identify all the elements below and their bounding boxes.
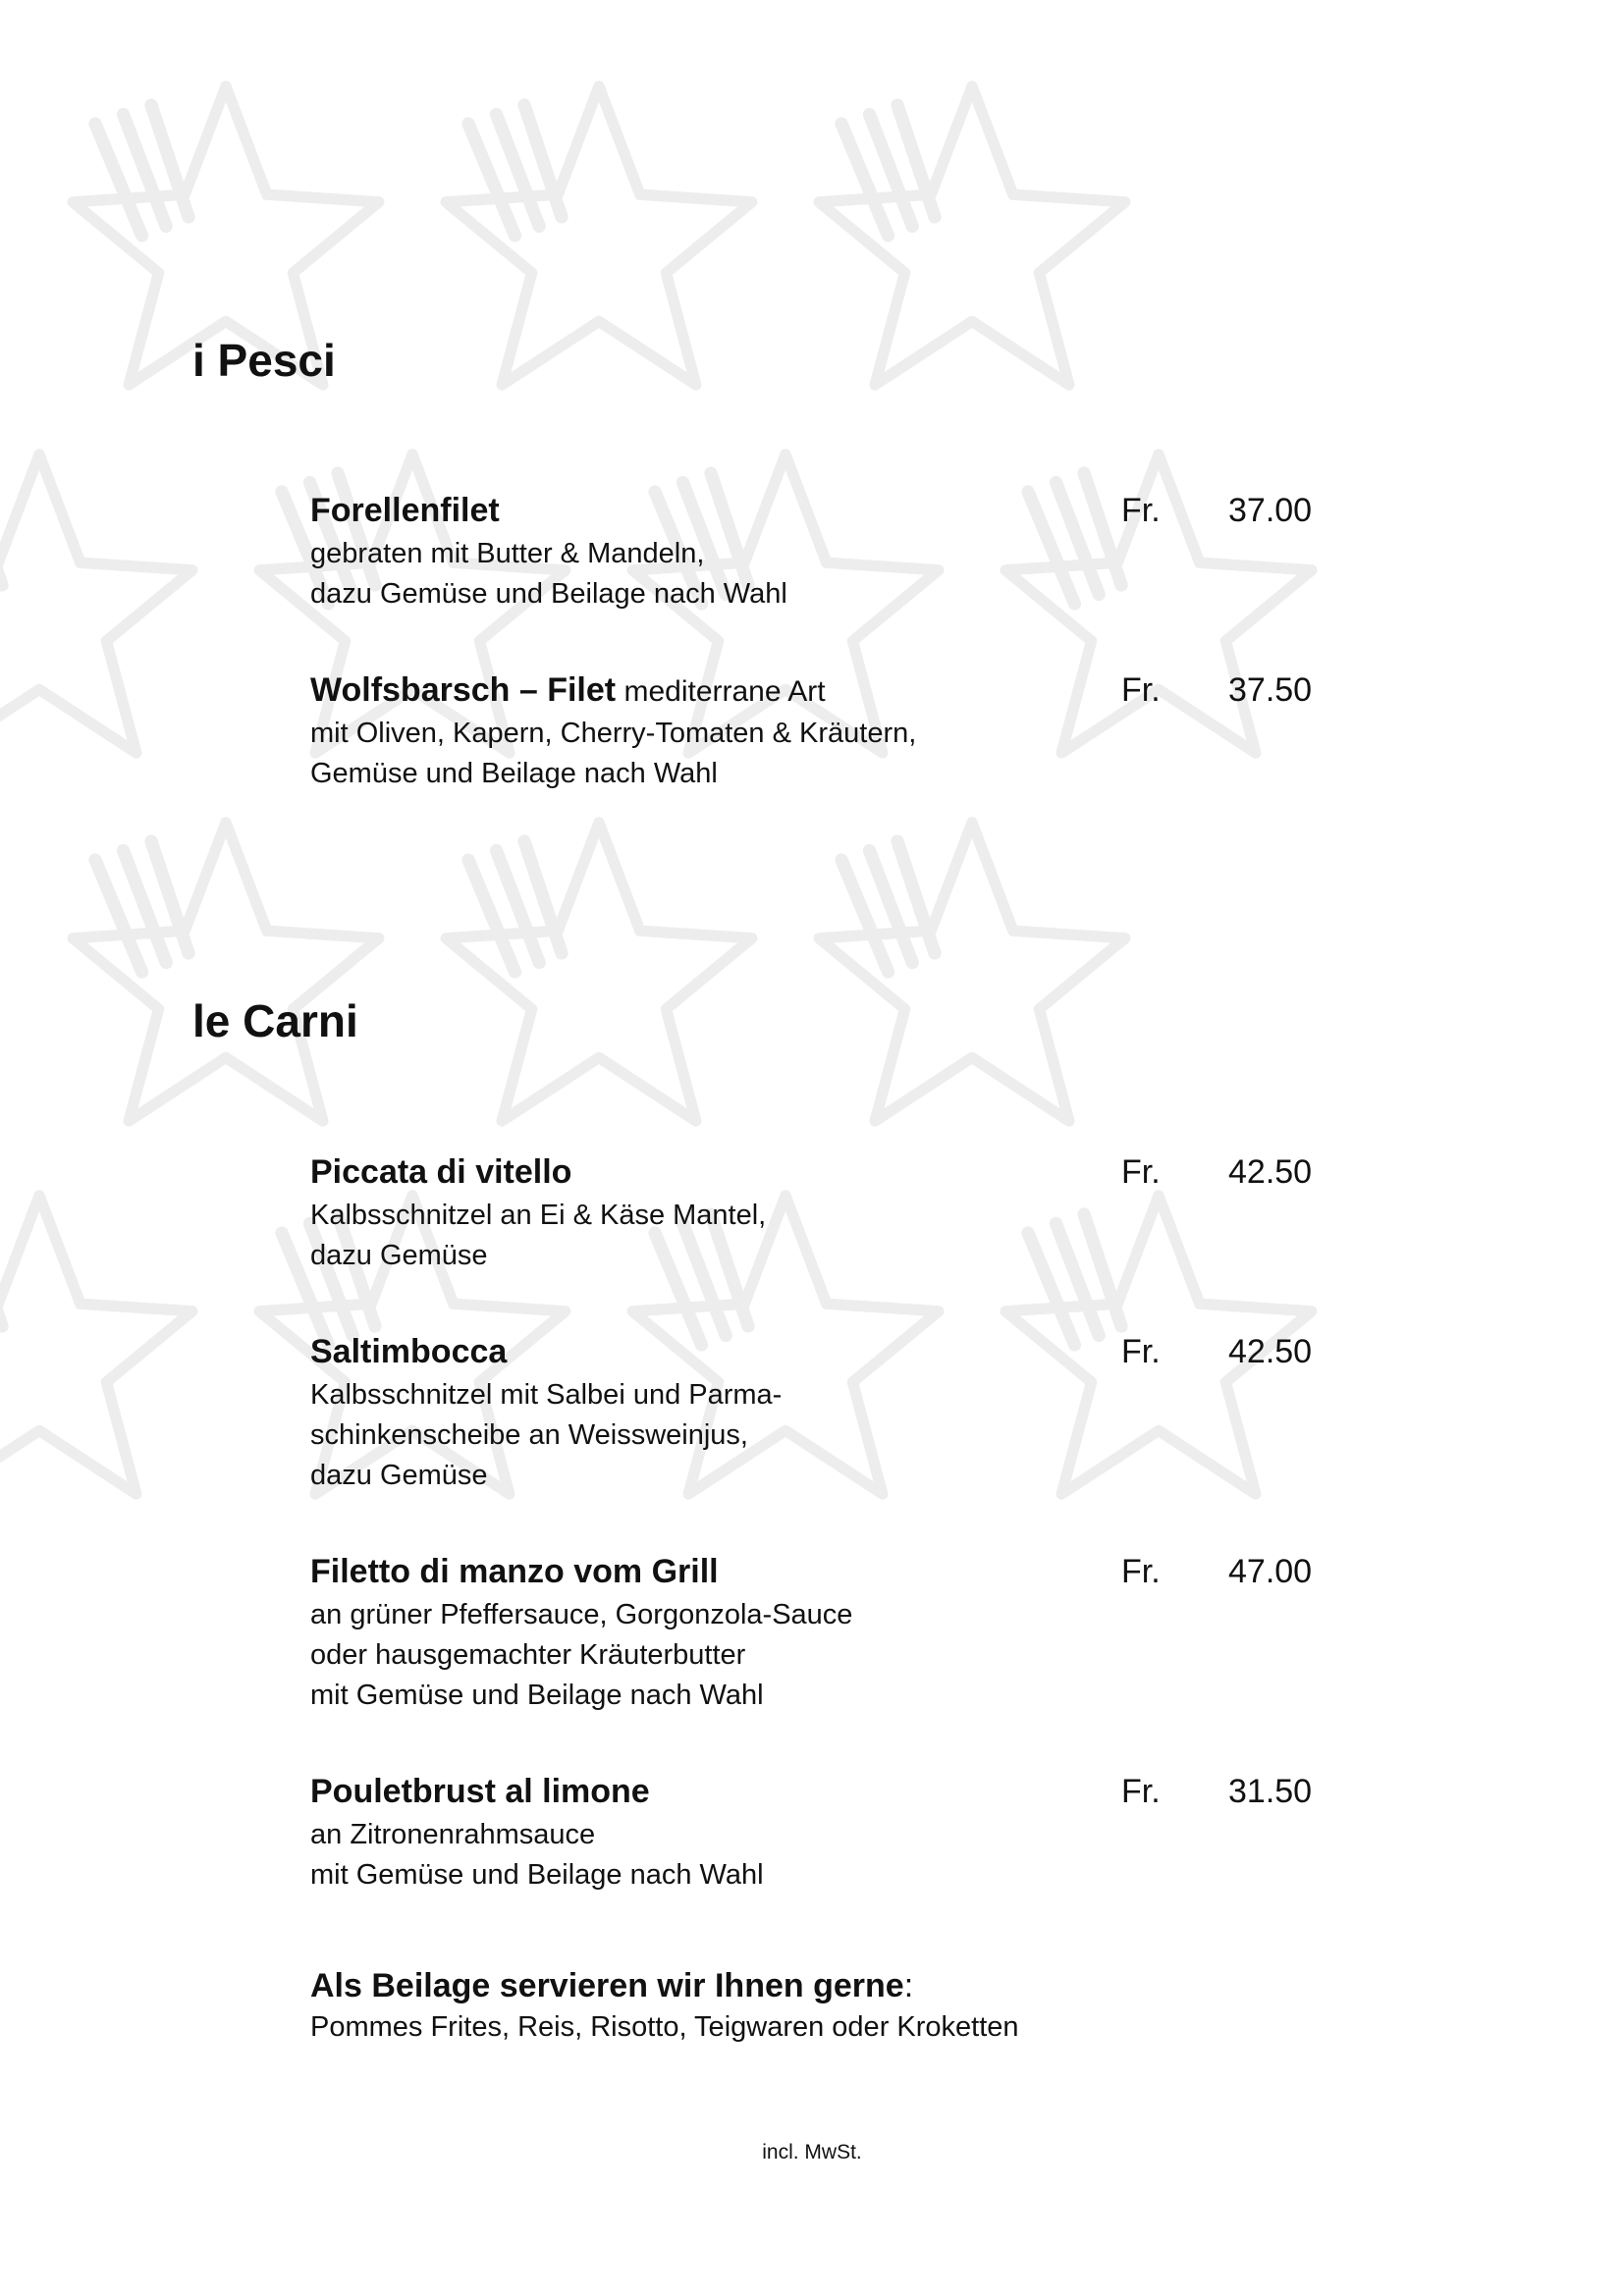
item-desc-line: Kalbsschnitzel an Ei & Käse Mantel,: [310, 1200, 767, 1231]
side-note-text: Pommes Frites, Reis, Risotto, Teigwaren oder Kroketten: [310, 2011, 1019, 2043]
item-price: 42.50: [1228, 1153, 1313, 1191]
fork-star-icon: [785, 785, 1159, 1158]
item-desc-line: Kalbsschnitzel mit Salbei und Parma-: [310, 1379, 783, 1411]
item-currency: Fr.: [1121, 1153, 1161, 1191]
item-currency: Fr.: [1121, 1333, 1161, 1370]
item-desc-line: mit Gemüse und Beilage nach Wahl: [310, 1859, 764, 1891]
fork-star-icon: [0, 1158, 226, 1531]
fork-star-icon: [412, 785, 785, 1158]
item-name: Piccata di vitello: [310, 1153, 572, 1191]
item-price: 31.50: [1228, 1773, 1313, 1810]
item-currency: Fr.: [1121, 1773, 1161, 1810]
section-title-carni: le Carni: [192, 995, 358, 1046]
item-desc-line: Gemüse und Beilage nach Wahl: [310, 758, 718, 789]
side-dish-note: [310, 1964, 1331, 2048]
item-desc-line: mit Gemüse und Beilage nach Wahl: [310, 1680, 764, 1711]
section-title-pesci: i Pesci: [192, 335, 336, 386]
item-desc-line: mit Oliven, Kapern, Cherry-Tomaten & Kräutern,: [310, 718, 917, 749]
item-currency: Fr.: [1121, 492, 1161, 529]
item-price: 47.00: [1228, 1553, 1313, 1590]
fork-star-icon: [412, 49, 785, 422]
item-price: 37.00: [1228, 492, 1313, 529]
item-desc-line: oder hausgemachter Kräuterbutter: [310, 1639, 746, 1671]
fork-star-icon: [785, 49, 1159, 422]
item-name: Wolfsbarsch – Filet: [310, 671, 617, 709]
menu-item-saltimbocca: [310, 1330, 1331, 1496]
item-price: 37.50: [1228, 671, 1313, 709]
menu-item-pouletbrust: [310, 1770, 1331, 1896]
item-desc-line: dazu Gemüse: [310, 1460, 488, 1491]
item-name: Filetto di manzo vom Grill: [310, 1553, 719, 1590]
fork-star-icon: [39, 785, 412, 1158]
item-currency: Fr.: [1121, 1553, 1161, 1590]
menu-item-piccata: [310, 1150, 1331, 1276]
menu-item-filetto: [310, 1550, 1331, 1716]
item-desc-line: an Zitronenrahmsauce: [310, 1819, 596, 1850]
vat-footer: incl. MwSt.: [762, 2141, 862, 2163]
item-name: Saltimbocca: [310, 1333, 508, 1370]
item-name: Pouletbrust al limone: [310, 1773, 650, 1810]
item-desc-line: dazu Gemüse und Beilage nach Wahl: [310, 578, 787, 610]
item-currency: Fr.: [1121, 671, 1161, 709]
item-name: Forellenfilet: [310, 492, 500, 529]
menu-item-wolfsbarsch: [310, 668, 1331, 794]
item-desc-line: an grüner Pfeffersauce, Gorgonzola-Sauce: [310, 1599, 853, 1630]
item-desc-line: dazu Gemüse: [310, 1240, 488, 1271]
item-desc-line: schinkenscheibe an Weissweinjus,: [310, 1419, 748, 1451]
item-suffix: mediterrane Art: [616, 675, 826, 708]
side-note-colon: :: [903, 1967, 914, 2004]
menu-item-forellenfilet: [310, 489, 1331, 614]
side-note-title: Als Beilage servieren wir Ihnen gerne: [310, 1967, 904, 2004]
item-desc-line: gebraten mit Butter & Mandeln,: [310, 538, 705, 569]
fork-star-icon: [0, 417, 226, 790]
item-price: 42.50: [1228, 1333, 1313, 1370]
